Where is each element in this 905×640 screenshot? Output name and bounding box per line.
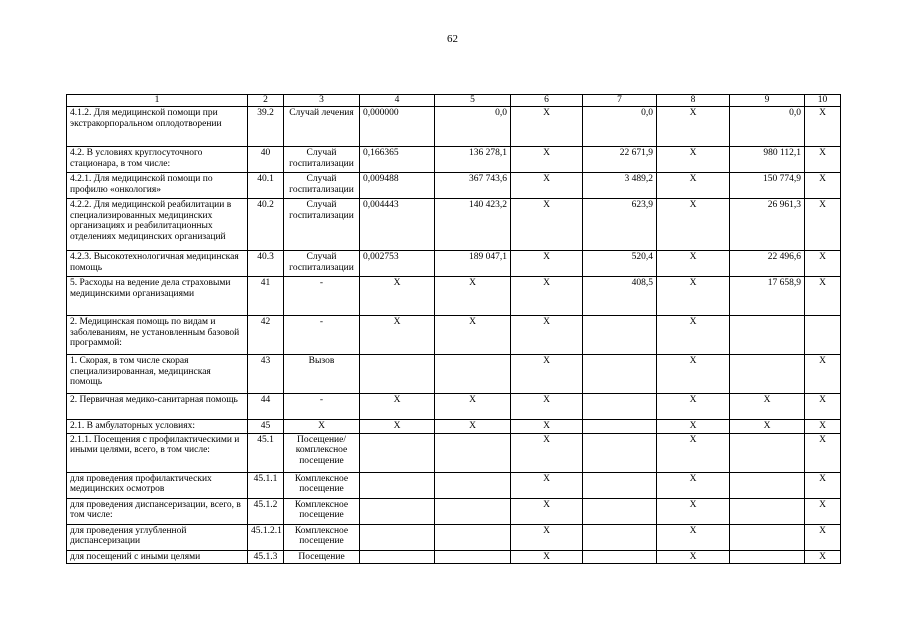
- table-cell-col-7: 0,0: [583, 107, 657, 147]
- table-cell-col-3: -: [284, 316, 360, 355]
- table-cell-col-5: [435, 524, 511, 550]
- table-cell-col-7: 520,4: [583, 251, 657, 277]
- table-cell-col-4: Х: [360, 316, 435, 355]
- table-cell-col-5: 140 423,2: [435, 199, 511, 251]
- table-cell-col-6: Х: [511, 472, 583, 498]
- table-cell-col-3: Случай госпитализации: [284, 147, 360, 173]
- table-cell-col-1: 2. Первичная медико-санитарная помощь: [67, 394, 248, 420]
- table-cell-col-4: [360, 498, 435, 524]
- table-cell-col-5: 136 278,1: [435, 147, 511, 173]
- table-cell-col-1: для проведения профилактических медицинских осмотров: [67, 472, 248, 498]
- table-row: [67, 277, 841, 316]
- table-cell-col-9: 980 112,1: [730, 147, 805, 173]
- table-cell-col-9: [730, 433, 805, 472]
- table-cell-col-5: Х: [435, 277, 511, 316]
- table-cell-col-6: Х: [511, 107, 583, 147]
- table-cell-col-1: 4.2. В условиях круглосуточного стационара, в том числе:: [67, 147, 248, 173]
- table-cell-col-1: 1. Скорая, в том числе скорая специализированная, медицинская помощь: [67, 355, 248, 394]
- table-cell-col-7: [583, 316, 657, 355]
- table-cell-col-1: 4.1.2. Для медицинской помощи при экстракорпоральном оплодотворении: [67, 107, 248, 147]
- table-cell-col-3: Вызов: [284, 355, 360, 394]
- column-header-1: 1: [67, 95, 248, 107]
- table-row: [67, 251, 841, 277]
- table-cell-col-10: [805, 316, 841, 355]
- table-cell-col-7: [583, 394, 657, 420]
- table-cell-col-7: [583, 524, 657, 550]
- table-cell-col-5: [435, 472, 511, 498]
- table-cell-col-8: Х: [657, 524, 730, 550]
- table-row: [67, 147, 841, 173]
- table-cell-col-4: 0,004443: [360, 199, 435, 251]
- column-header-7: 7: [583, 95, 657, 107]
- table-cell-col-8: Х: [657, 433, 730, 472]
- table-cell-col-3: Комплексное посещение: [284, 498, 360, 524]
- table-cell-col-4: 0,002753: [360, 251, 435, 277]
- table-cell-col-9: [730, 524, 805, 550]
- table-row: [67, 199, 841, 251]
- table-cell-col-9: Х: [730, 420, 805, 434]
- table-cell-col-7: [583, 433, 657, 472]
- table-cell-col-9: 17 658,9: [730, 277, 805, 316]
- table-body: [67, 107, 841, 564]
- table-cell-col-6: Х: [511, 524, 583, 550]
- table-cell-col-1: для проведения углубленной диспансеризации: [67, 524, 248, 550]
- table-cell-col-6: Х: [511, 277, 583, 316]
- table-cell-col-1: 2.1. В амбулаторных условиях:: [67, 420, 248, 434]
- table-cell-col-8: Х: [657, 498, 730, 524]
- table-cell-col-5: Х: [435, 394, 511, 420]
- table-cell-col-8: Х: [657, 277, 730, 316]
- table-cell-col-7: 3 489,2: [583, 173, 657, 199]
- table-cell-col-8: Х: [657, 251, 730, 277]
- table-cell-col-2: 39.2: [248, 107, 284, 147]
- table-cell-col-8: Х: [657, 107, 730, 147]
- table-cell-col-4: [360, 550, 435, 564]
- table-row: [67, 316, 841, 355]
- table-cell-col-10: Х: [805, 173, 841, 199]
- table-cell-col-4: [360, 433, 435, 472]
- table-cell-col-2: 42: [248, 316, 284, 355]
- table-cell-col-9: [730, 498, 805, 524]
- table-cell-col-10: Х: [805, 355, 841, 394]
- table-cell-col-5: 189 047,1: [435, 251, 511, 277]
- table-cell-col-10: Х: [805, 394, 841, 420]
- table-row: [67, 420, 841, 434]
- table-cell-col-9: [730, 316, 805, 355]
- column-header-9: 9: [730, 95, 805, 107]
- table-cell-col-6: Х: [511, 316, 583, 355]
- table-cell-col-10: Х: [805, 147, 841, 173]
- table-cell-col-3: -: [284, 277, 360, 316]
- table-cell-col-10: Х: [805, 277, 841, 316]
- table-cell-col-3: Посещение: [284, 550, 360, 564]
- table-cell-col-7: [583, 550, 657, 564]
- table-cell-col-4: 0,000000: [360, 107, 435, 147]
- table-cell-col-5: [435, 355, 511, 394]
- table-cell-col-9: [730, 355, 805, 394]
- table-cell-col-4: [360, 472, 435, 498]
- table-header-row: [67, 95, 841, 107]
- table-cell-col-7: 22 671,9: [583, 147, 657, 173]
- table-row: [67, 498, 841, 524]
- table-cell-col-2: 45.1.2: [248, 498, 284, 524]
- table-cell-col-4: [360, 355, 435, 394]
- table-cell-col-6: Х: [511, 355, 583, 394]
- table-cell-col-5: [435, 433, 511, 472]
- table-cell-col-2: 41: [248, 277, 284, 316]
- table-cell-col-10: Х: [805, 251, 841, 277]
- table-cell-col-8: Х: [657, 316, 730, 355]
- table-cell-col-9: 150 774,9: [730, 173, 805, 199]
- table-cell-col-6: Х: [511, 394, 583, 420]
- table-cell-col-10: Х: [805, 472, 841, 498]
- table-row: [67, 355, 841, 394]
- table-cell-col-3: -: [284, 394, 360, 420]
- table-row: [67, 550, 841, 564]
- table-cell-col-9: [730, 472, 805, 498]
- column-header-8: 8: [657, 95, 730, 107]
- table-row: [67, 472, 841, 498]
- table-cell-col-9: 26 961,3: [730, 199, 805, 251]
- table-cell-col-4: 0,009488: [360, 173, 435, 199]
- table-cell-col-3: Посещение/ комплексное посещение: [284, 433, 360, 472]
- table-cell-col-1: 5. Расходы на ведение дела страховыми медицинскими организациями: [67, 277, 248, 316]
- table-cell-col-7: 408,5: [583, 277, 657, 316]
- table-cell-col-2: 40.2: [248, 199, 284, 251]
- table-cell-col-10: Х: [805, 433, 841, 472]
- table-cell-col-4: Х: [360, 420, 435, 434]
- table-cell-col-2: 45: [248, 420, 284, 434]
- column-header-3: 3: [284, 95, 360, 107]
- column-header-10: 10: [805, 95, 841, 107]
- table-cell-col-5: [435, 550, 511, 564]
- table-cell-col-8: Х: [657, 420, 730, 434]
- table-cell-col-8: Х: [657, 472, 730, 498]
- table-cell-col-9: 22 496,6: [730, 251, 805, 277]
- table-row: [67, 433, 841, 472]
- table-cell-col-10: Х: [805, 498, 841, 524]
- table-cell-col-3: Х: [284, 420, 360, 434]
- table-cell-col-3: Случай госпитализации: [284, 251, 360, 277]
- table-cell-col-2: 40: [248, 147, 284, 173]
- column-header-6: 6: [511, 95, 583, 107]
- table-cell-col-6: Х: [511, 433, 583, 472]
- table-cell-col-6: Х: [511, 173, 583, 199]
- table-cell-col-3: Случай лечения: [284, 107, 360, 147]
- table-cell-col-6: Х: [511, 251, 583, 277]
- table-cell-col-3: Случай госпитализации: [284, 199, 360, 251]
- table-cell-col-2: 45.1: [248, 433, 284, 472]
- table-cell-col-6: Х: [511, 147, 583, 173]
- table-cell-col-2: 40.1: [248, 173, 284, 199]
- table-cell-col-4: [360, 524, 435, 550]
- table-cell-col-1: 4.2.1. Для медицинской помощи по профилю «онкология»: [67, 173, 248, 199]
- table-cell-col-7: 623,9: [583, 199, 657, 251]
- table-cell-col-1: для проведения диспансеризации, всего, в том числе:: [67, 498, 248, 524]
- table-cell-col-2: 40.3: [248, 251, 284, 277]
- table-row: [67, 107, 841, 147]
- table-cell-col-8: Х: [657, 355, 730, 394]
- table-cell-col-5: 0,0: [435, 107, 511, 147]
- column-header-4: 4: [360, 95, 435, 107]
- table-cell-col-1: 4.2.2. Для медицинской реабилитации в специализированных медицинских организациях и реабилитационных отделениях медицинских организаций: [67, 199, 248, 251]
- table-cell-col-9: Х: [730, 394, 805, 420]
- table-cell-col-10: Х: [805, 199, 841, 251]
- table-cell-col-8: Х: [657, 147, 730, 173]
- table-cell-col-1: 4.2.3. Высокотехнологичная медицинская помощь: [67, 251, 248, 277]
- table-cell-col-10: Х: [805, 550, 841, 564]
- table-cell-col-8: Х: [657, 550, 730, 564]
- table-cell-col-9: [730, 550, 805, 564]
- table-cell-col-2: 45.1.2.1: [248, 524, 284, 550]
- table-cell-col-4: Х: [360, 277, 435, 316]
- table-row: [67, 173, 841, 199]
- table-cell-col-2: 45.1.1: [248, 472, 284, 498]
- table-cell-col-7: [583, 355, 657, 394]
- table-cell-col-3: Комплексное посещение: [284, 524, 360, 550]
- table-cell-col-2: 44: [248, 394, 284, 420]
- table-cell-col-6: Х: [511, 498, 583, 524]
- table-cell-col-4: Х: [360, 394, 435, 420]
- column-header-2: 2: [248, 95, 284, 107]
- table-cell-col-5: Х: [435, 420, 511, 434]
- table-cell-col-10: Х: [805, 107, 841, 147]
- table-cell-col-3: Случай госпитализации: [284, 173, 360, 199]
- table-cell-col-6: Х: [511, 420, 583, 434]
- table-cell-col-7: [583, 472, 657, 498]
- table-row: [67, 394, 841, 420]
- table-cell-col-1: 2. Медицинская помощь по видам и заболеваниям, не установленным базовой программой:: [67, 316, 248, 355]
- table-cell-col-6: Х: [511, 550, 583, 564]
- table-cell-col-2: 43: [248, 355, 284, 394]
- table-cell-col-9: 0,0: [730, 107, 805, 147]
- table-cell-col-3: Комплексное посещение: [284, 472, 360, 498]
- table-cell-col-8: Х: [657, 173, 730, 199]
- table-cell-col-10: Х: [805, 420, 841, 434]
- data-table: [66, 94, 841, 564]
- table-row: [67, 524, 841, 550]
- page-number: 62: [447, 33, 458, 45]
- table-cell-col-8: Х: [657, 394, 730, 420]
- table-cell-col-4: 0,166365: [360, 147, 435, 173]
- table-cell-col-5: [435, 498, 511, 524]
- table-cell-col-1: для посещений с иными целями: [67, 550, 248, 564]
- table-cell-col-1: 2.1.1. Посещения с профилактическими и иными целями, всего, в том числе:: [67, 433, 248, 472]
- table-cell-col-5: Х: [435, 316, 511, 355]
- table-cell-col-7: [583, 420, 657, 434]
- table-cell-col-8: Х: [657, 199, 730, 251]
- table-cell-col-6: Х: [511, 199, 583, 251]
- table-cell-col-10: Х: [805, 524, 841, 550]
- column-header-5: 5: [435, 95, 511, 107]
- table-cell-col-7: [583, 498, 657, 524]
- table-cell-col-5: 367 743,6: [435, 173, 511, 199]
- table-cell-col-2: 45.1.3: [248, 550, 284, 564]
